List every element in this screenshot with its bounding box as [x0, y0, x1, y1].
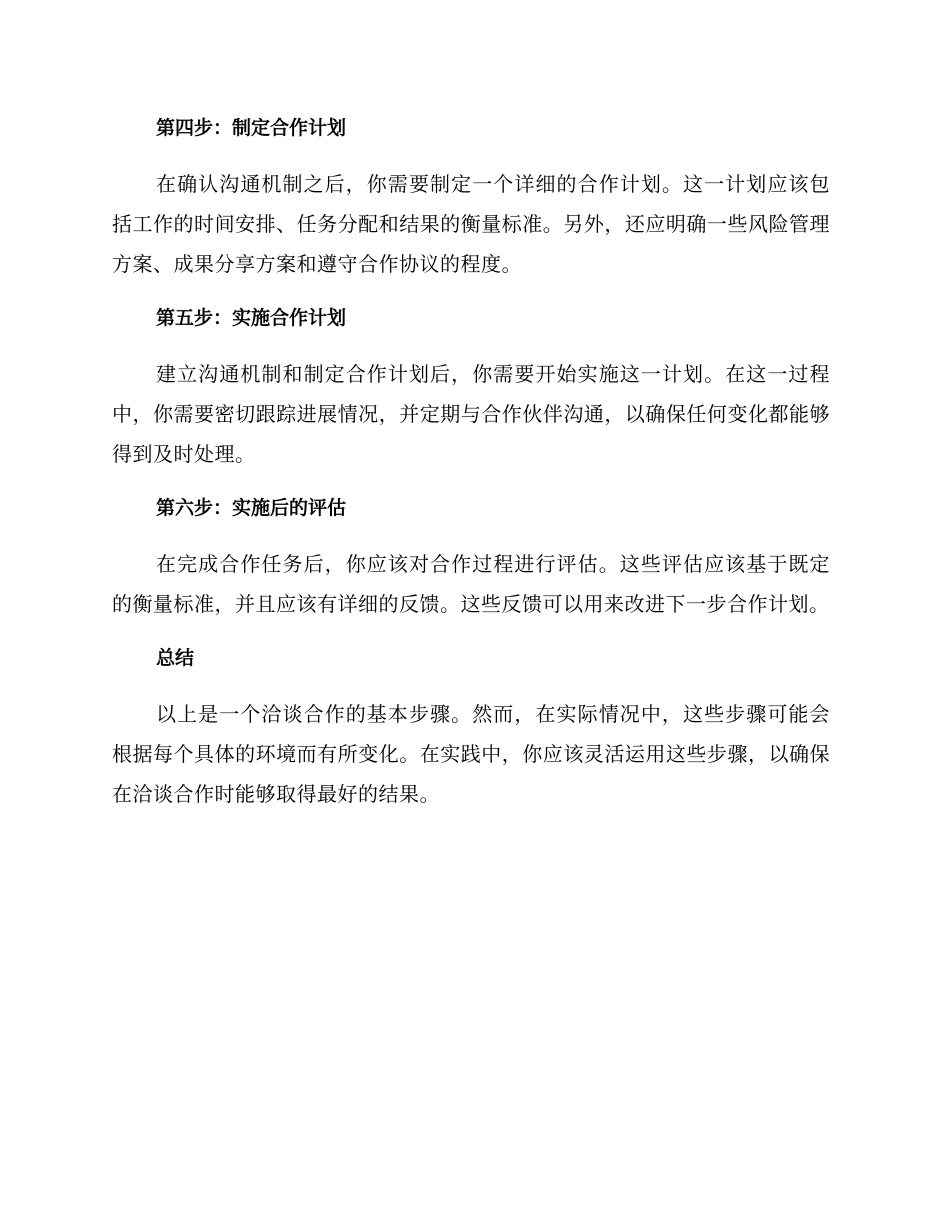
- section-heading-step-5: 第五步：实施合作计划: [156, 307, 347, 329]
- section-paragraph-summary: 以上是一个洽谈合作的基本步骤。然而，在实际情况中，这些步骤可能会根据每个具体的环境而有所变化。在实践中，你应该灵活运用这些步骤，以确保在洽谈合作时能够取得最好的结果。: [112, 702, 830, 806]
- section-paragraph-step-4: 在确认沟通机制之后，你需要制定一个详细的合作计划。这一计划应该包括工作的时间安排、任务分配和结果的衡量标准。另外，还应明确一些风险管理方案、成果分享方案和遵守合作协议的程度。: [112, 172, 830, 276]
- section-heading-summary: 总结: [156, 647, 195, 669]
- section-paragraph-step-5: 建立沟通机制和制定合作计划后，你需要开始实施这一计划。在这一过程中，你需要密切跟踪进展情况，并定期与合作伙伴沟通，以确保任何变化都能够得到及时处理。: [112, 362, 830, 466]
- document-page: [112, 112, 830, 814]
- section-paragraph-step-6: 在完成合作任务后，你应该对合作过程进行评估。这些评估应该基于既定的衡量标准，并且应该有详细的反馈。这些反馈可以用来改进下一步合作计划。: [112, 552, 830, 616]
- section-heading-step-6: 第六步：实施后的评估: [156, 497, 347, 519]
- section-heading-step-4: 第四步：制定合作计划: [156, 117, 347, 139]
